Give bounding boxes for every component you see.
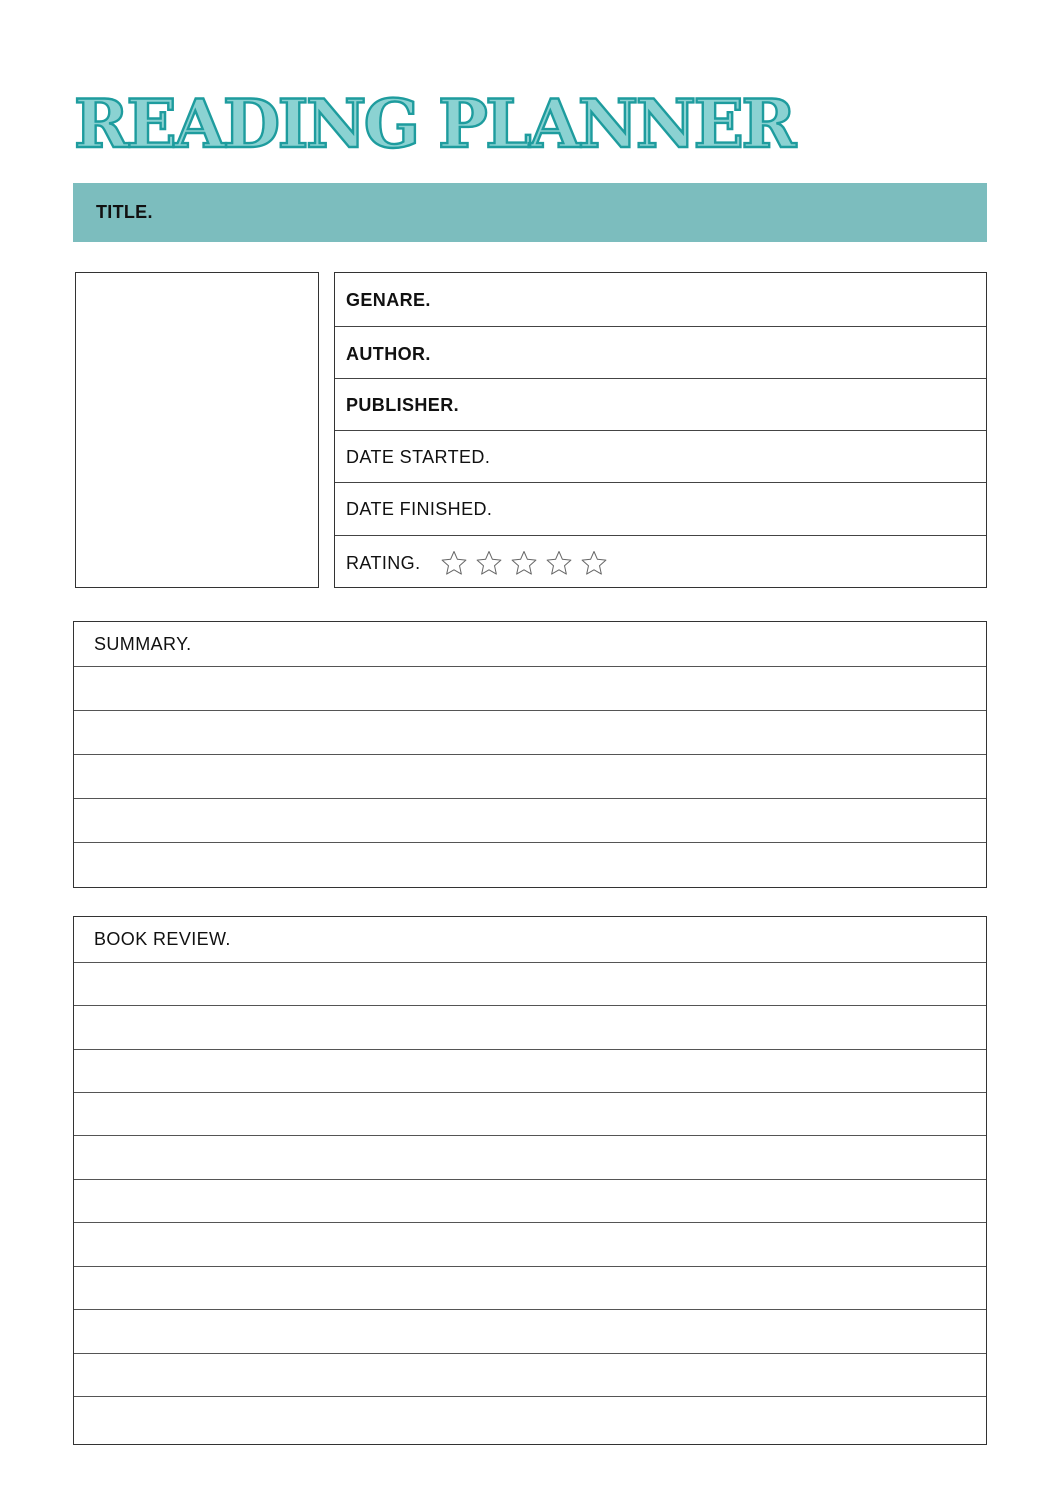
rating-stars: [440, 549, 615, 577]
book-review-box[interactable]: [73, 916, 987, 1445]
review-line: [74, 1049, 986, 1050]
title-bar[interactable]: [73, 183, 987, 242]
review-line: [74, 962, 986, 963]
star-outline-icon[interactable]: [475, 549, 503, 577]
summary-line: [74, 710, 986, 711]
book-info-table: [334, 272, 987, 588]
author-row[interactable]: [335, 327, 986, 379]
genre-label: GENARE.: [346, 290, 431, 310]
review-line: [74, 1092, 986, 1093]
review-line: [74, 1179, 986, 1180]
summary-box[interactable]: [73, 621, 987, 888]
date-started-label: DATE STARTED.: [346, 447, 491, 467]
review-line: [74, 1222, 986, 1223]
summary-line: [74, 842, 986, 843]
review-line: [74, 1396, 986, 1397]
review-line: [74, 1005, 986, 1006]
summary-line: [74, 798, 986, 799]
publisher-label: PUBLISHER.: [346, 395, 460, 415]
star-outline-icon[interactable]: [545, 549, 573, 577]
title-label: TITLE.: [96, 202, 153, 222]
review-line: [74, 1135, 986, 1136]
summary-line: [74, 754, 986, 755]
genre-row[interactable]: [335, 273, 986, 327]
author-label: AUTHOR.: [346, 344, 431, 364]
date-finished-label: DATE FINISHED.: [346, 499, 493, 519]
book-review-label: BOOK REVIEW.: [94, 929, 231, 949]
summary-label: SUMMARY.: [94, 634, 192, 654]
rating-row: [335, 536, 986, 586]
review-line: [74, 1309, 986, 1310]
summary-line: [74, 666, 986, 667]
rating-label: RATING.: [346, 553, 421, 573]
review-line: [74, 1266, 986, 1267]
page-title: READING PLANNER: [74, 85, 794, 163]
date-finished-row[interactable]: [335, 483, 986, 536]
publisher-row[interactable]: [335, 379, 986, 431]
review-line: [74, 1353, 986, 1354]
book-cover-box[interactable]: [75, 272, 319, 588]
star-outline-icon[interactable]: [580, 549, 608, 577]
star-outline-icon[interactable]: [440, 549, 468, 577]
date-started-row[interactable]: [335, 431, 986, 483]
star-outline-icon[interactable]: [510, 549, 538, 577]
